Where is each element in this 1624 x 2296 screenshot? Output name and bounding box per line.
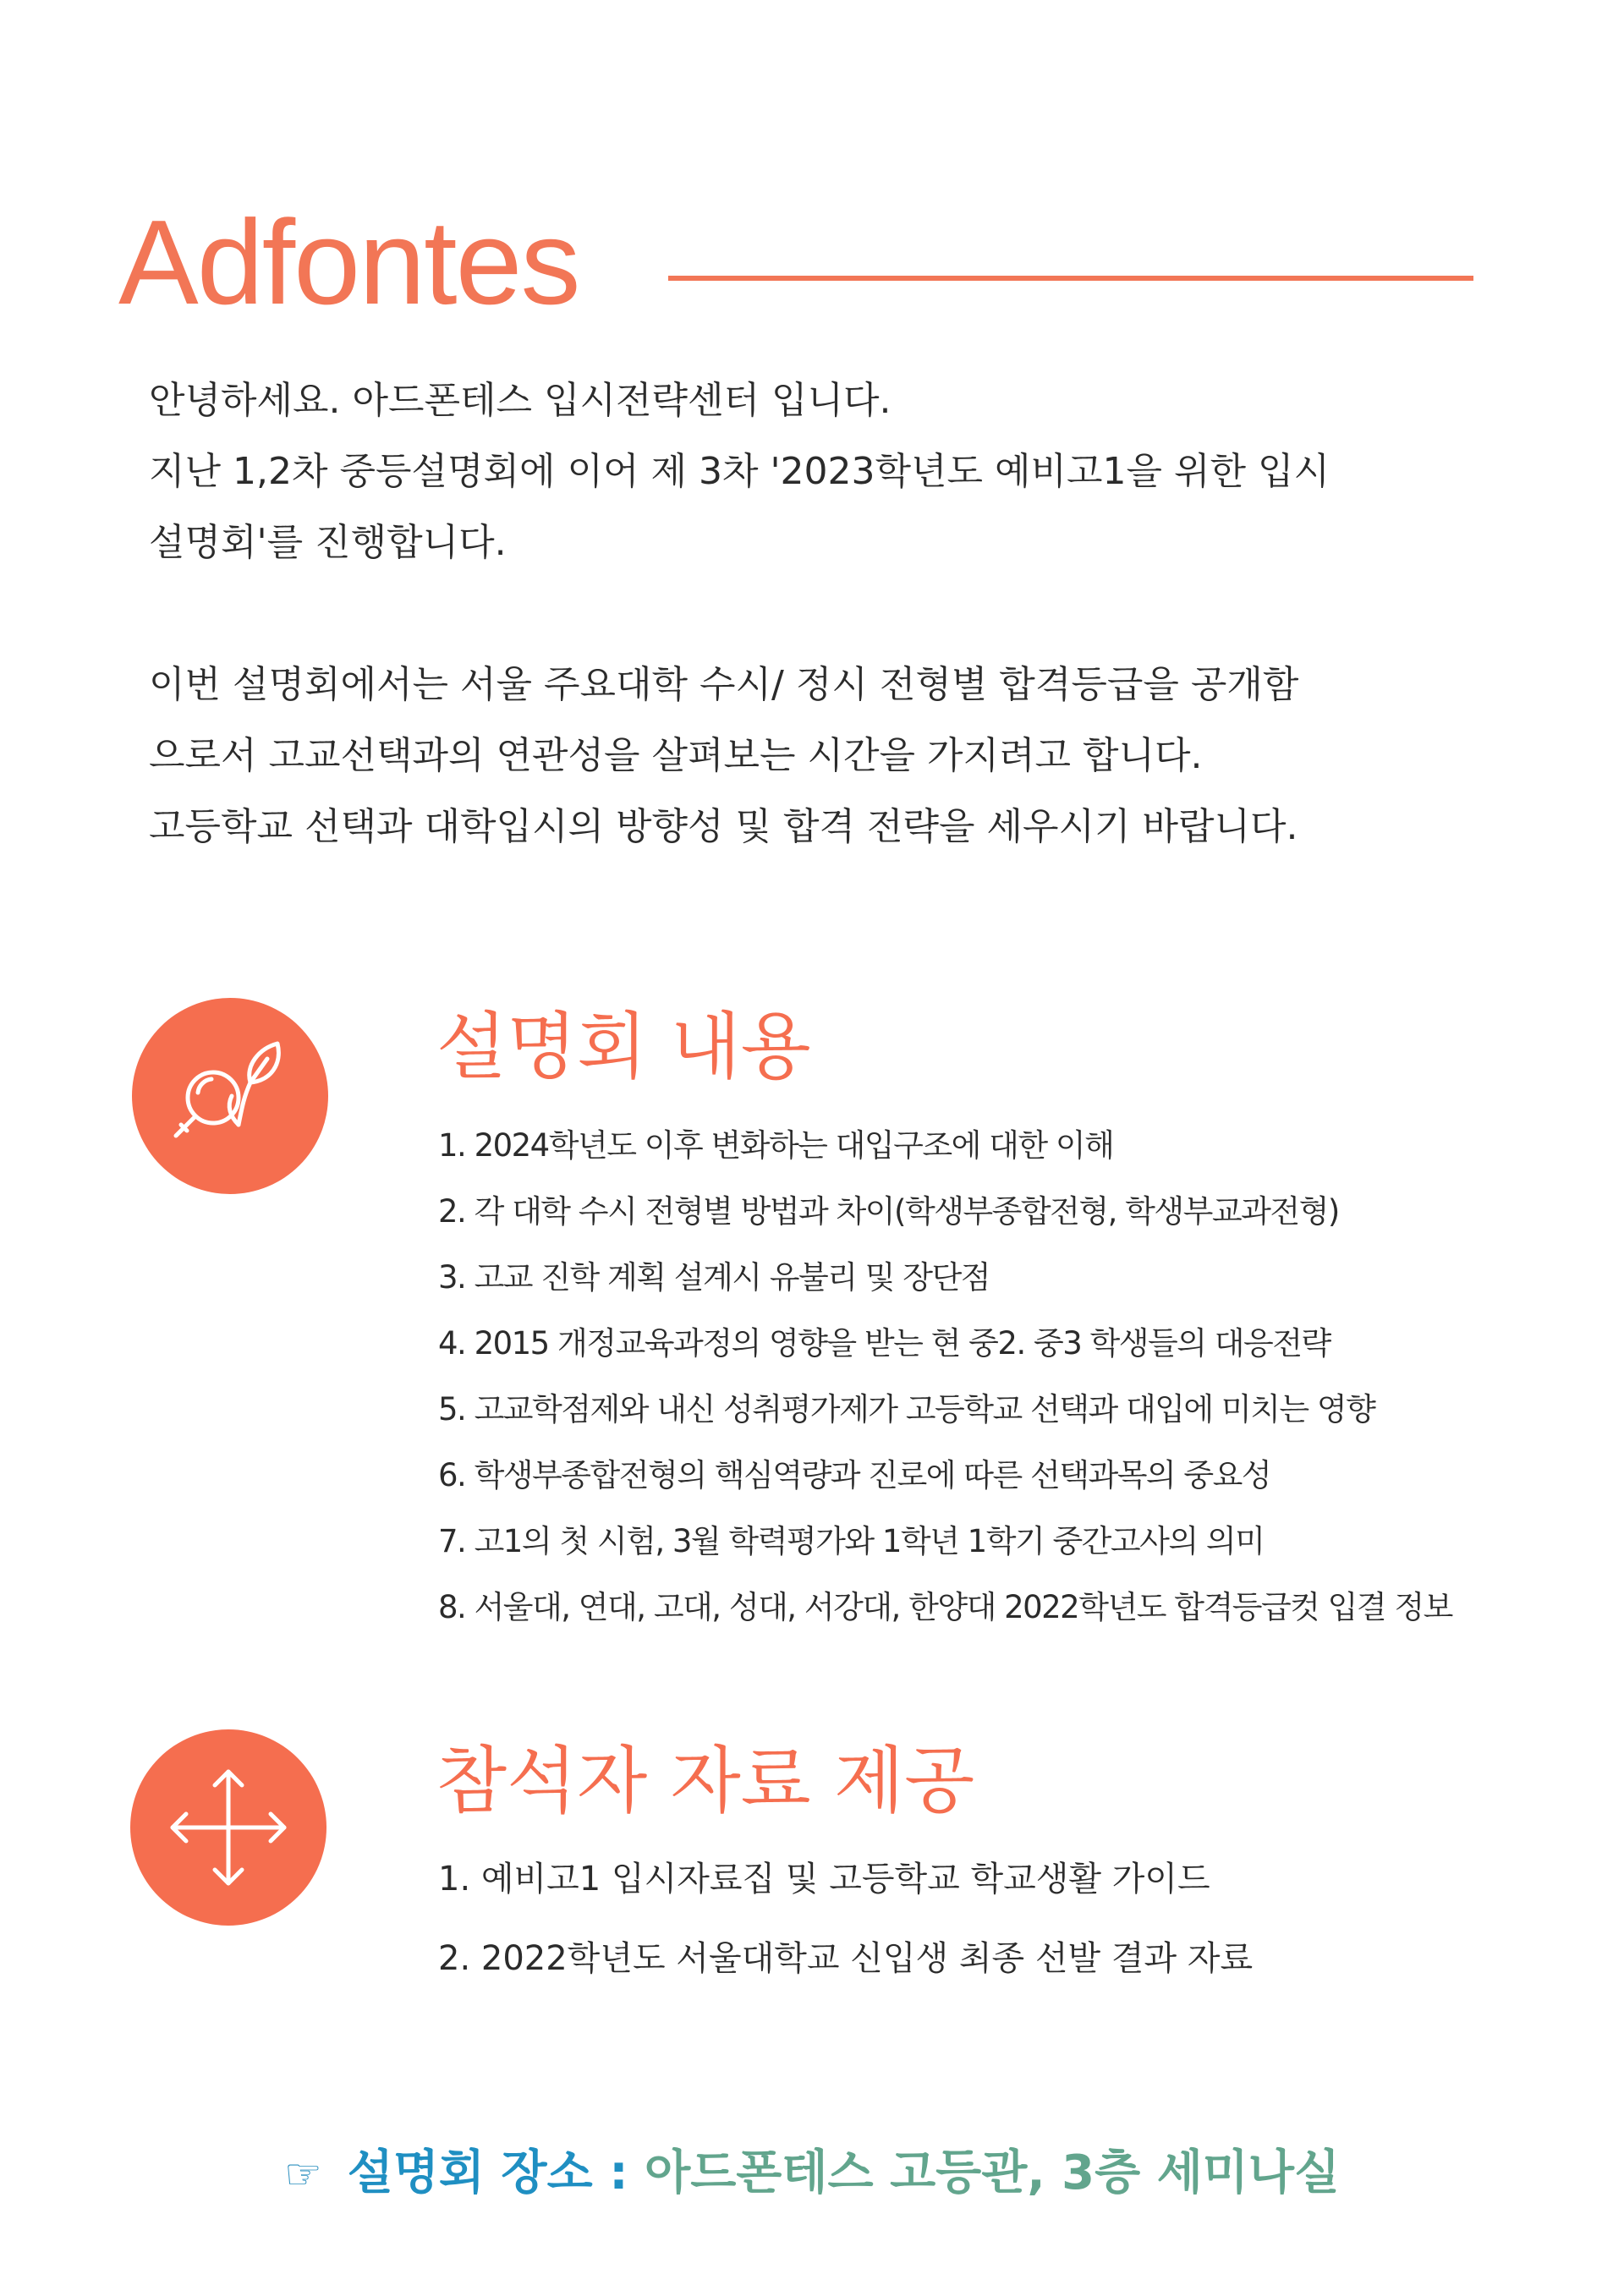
magnifier-leaf-icon xyxy=(132,998,328,1194)
list-item: 2. 각 대학 수시 전형별 방법과 차이(학생부종합전형, 학생부교과전형) xyxy=(438,1193,1339,1230)
intro-line: 고등학교 선택과 대학입시의 방향성 및 합격 전략을 세우시기 바랍니다. xyxy=(149,805,1298,848)
list-item: 5. 고교학점제와 내신 성취평가제가 고등학교 선택과 대입에 미치는 영향 xyxy=(438,1391,1375,1427)
intro-line: 이번 설명회에서는 서울 주요대학 수시/ 정시 전형별 합격등급을 공개함 xyxy=(149,663,1299,706)
list-item: 2. 2022학년도 서울대학교 신입생 최종 선발 결과 자료 xyxy=(438,1939,1254,1978)
materials-list xyxy=(438,1839,1555,1998)
intro-line: 지난 1,2차 중등설명회에 이어 제 3차 '2023학년도 예비고1을 위한 입시 xyxy=(149,450,1330,493)
list-item: 8. 서울대, 연대, 고대, 성대, 서강대, 한양대 2022학년도 합격등급컷 입결 정보 xyxy=(438,1589,1452,1625)
venue-value: 아드폰테스 고등관, 3층 세미나실 xyxy=(645,2145,1341,2200)
four-way-arrows-icon xyxy=(130,1729,326,1926)
list-item: 4. 2015 개정교육과정의 영향을 받는 현 중2. 중3 학생들의 대응전략 xyxy=(438,1325,1330,1362)
list-item: 7. 고1의 첫 시험, 3월 학력평가와 1학년 1학기 중간고사의 의미 xyxy=(438,1523,1265,1559)
content-list xyxy=(438,1113,1555,1641)
intro-line: 설명회'를 진행합니다. xyxy=(149,521,507,564)
intro-text xyxy=(149,365,1519,863)
intro-line: 으로서 고교선택과의 연관성을 살펴보는 시간을 가지려고 합니다. xyxy=(149,734,1203,777)
list-item: 1. 예비고1 입시자료집 및 고등학교 학교생활 가이드 xyxy=(438,1860,1210,1899)
list-item: 3. 고교 진학 계획 설계시 유불리 및 장단점 xyxy=(438,1259,990,1296)
brand-divider xyxy=(668,276,1473,281)
list-item: 6. 학생부종합전형의 핵심역량과 진로에 따른 선택과목의 중요성 xyxy=(438,1457,1271,1493)
section-title-materials: 참석자 자료 제공 xyxy=(436,1739,975,1823)
brand-title: Adfontes xyxy=(118,195,579,330)
intro-line: 안녕하세요. 아드폰테스 입시전략센터 입니다. xyxy=(149,379,892,422)
venue-line xyxy=(0,2144,1624,2204)
venue-label: 설명회 장소 : xyxy=(347,2145,628,2200)
list-item: 1. 2024학년도 이후 변화하는 대입구조에 대한 이해 xyxy=(438,1127,1114,1164)
section-title-content: 설명회 내용 xyxy=(436,1005,811,1089)
pointing-hand-icon: ☞ xyxy=(283,2150,322,2199)
